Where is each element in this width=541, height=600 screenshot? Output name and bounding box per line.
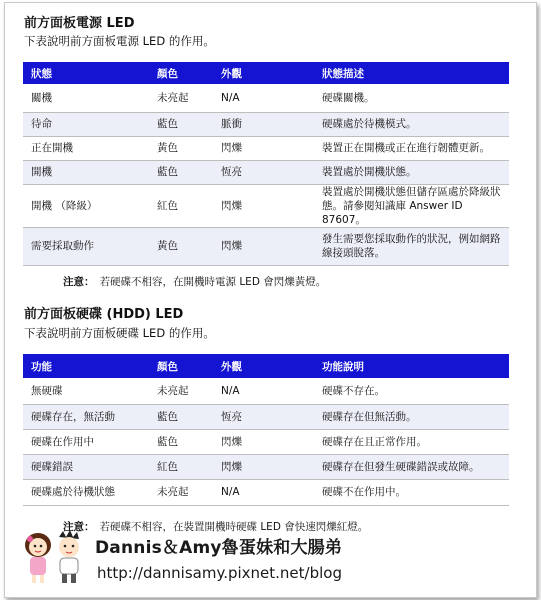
cell-color: 黃色 bbox=[157, 142, 178, 154]
column-header: 功能說明 bbox=[314, 354, 509, 378]
power-led-heading: 前方面板電源 LED bbox=[24, 16, 135, 31]
cell-color: 未亮起 bbox=[157, 486, 189, 498]
cell-look: N/A bbox=[221, 384, 240, 397]
cell-desc: 硬碟存在但無活動。 bbox=[314, 404, 509, 429]
cell-desc: 裝置處於開機狀態但儲存區處於降級狀態。請參閱知識庫 Answer ID 87607。 bbox=[322, 185, 501, 226]
cell-look: N/A bbox=[221, 486, 240, 498]
cell-color: 紅色 bbox=[157, 199, 178, 212]
cell-color: 藍色 bbox=[157, 435, 178, 448]
mascot-illustration bbox=[21, 523, 91, 589]
cell-desc: 裝置正在開機或正在進行韌體更新。 bbox=[322, 142, 490, 154]
table-row bbox=[23, 429, 509, 454]
cell-look: 閃爍 bbox=[221, 142, 242, 154]
table-row bbox=[23, 479, 509, 505]
column-header: 狀態描述 bbox=[314, 62, 509, 84]
cell-state: 硬碟錯誤 bbox=[23, 454, 149, 479]
table-header-row bbox=[23, 354, 509, 378]
cell-color: 藍色 bbox=[149, 160, 213, 184]
cell-look: 恆亮 bbox=[213, 404, 314, 429]
cell-state: 需要採取動作 bbox=[23, 227, 149, 265]
column-header: 功能 bbox=[23, 354, 149, 378]
column-header: 顏色 bbox=[149, 354, 213, 378]
table-header-row bbox=[23, 62, 509, 84]
cell-look: N/A bbox=[221, 91, 240, 104]
cell-state: 待命 bbox=[23, 112, 149, 136]
table-row bbox=[23, 184, 509, 227]
cell-color: 紅色 bbox=[149, 454, 213, 479]
cell-desc: 發生需要您採取動作的狀況，例如網路線接頭脫落。 bbox=[314, 227, 509, 265]
cell-color: 未亮起 bbox=[157, 384, 189, 397]
column-header: 外觀 bbox=[213, 354, 314, 378]
cell-state: 硬碟在作用中 bbox=[31, 435, 94, 448]
cell-desc: 硬碟存在但發生硬碟錯誤或故障。 bbox=[314, 454, 509, 479]
cell-desc: 硬碟處於待機模式。 bbox=[314, 112, 509, 136]
cell-color: 未亮起 bbox=[157, 91, 189, 104]
power-led-table bbox=[23, 62, 509, 266]
hdd-led-heading: 前方面板硬碟 (HDD) LED bbox=[24, 307, 184, 322]
note-label: 注意： bbox=[63, 521, 95, 533]
cell-color: 黃色 bbox=[149, 227, 213, 265]
cell-desc: 硬碟關機。 bbox=[322, 91, 375, 104]
cell-state: 無硬碟 bbox=[31, 384, 63, 397]
column-header: 狀態 bbox=[23, 62, 149, 84]
hdd-led-note bbox=[63, 519, 368, 534]
cell-state: 關機 bbox=[31, 91, 52, 104]
power-led-intro: 下表說明前方面板電源 LED 的作用。 bbox=[24, 34, 215, 48]
table-row bbox=[23, 378, 509, 404]
note-text: 若硬碟不相容，在裝置開機時硬碟 LED 會快速閃爍紅燈。 bbox=[99, 521, 369, 533]
cell-color: 藍色 bbox=[149, 404, 213, 429]
cell-desc: 硬碟不在作用中。 bbox=[322, 486, 406, 498]
table-row bbox=[23, 112, 509, 136]
note-label: 注意： bbox=[63, 276, 95, 288]
hdd-led-intro: 下表說明前方面板硬碟 LED 的作用。 bbox=[24, 326, 215, 340]
cell-desc: 硬碟不存在。 bbox=[322, 384, 385, 397]
cell-look: 閃爍 bbox=[221, 199, 242, 212]
power-led-note bbox=[63, 274, 326, 289]
cell-state: 硬碟存在，無活動 bbox=[23, 404, 149, 429]
table-row bbox=[23, 136, 509, 160]
cell-state: 硬碟處於待機狀態 bbox=[31, 486, 115, 498]
table-row bbox=[23, 404, 509, 429]
document-page bbox=[4, 2, 537, 598]
cell-look: 閃爍 bbox=[213, 454, 314, 479]
cell-state: 正在開機 bbox=[31, 142, 73, 154]
column-header: 外觀 bbox=[213, 62, 314, 84]
cell-desc: 裝置處於開機狀態。 bbox=[314, 160, 509, 184]
cell-state: 開機 bbox=[23, 160, 149, 184]
cell-look: 脈衝 bbox=[213, 112, 314, 136]
watermark-url: http://dannisamy.pixnet.net/blog bbox=[97, 564, 342, 582]
column-header: 顏色 bbox=[149, 62, 213, 84]
cell-look: 閃爍 bbox=[221, 435, 242, 448]
table-row bbox=[23, 84, 509, 112]
table-row bbox=[23, 227, 509, 265]
cell-state: 開機 （降級） bbox=[31, 199, 98, 212]
note-text: 若硬碟不相容，在開機時電源 LED 會閃爍黃燈。 bbox=[99, 276, 327, 288]
cell-look: 閃爍 bbox=[213, 227, 314, 265]
cell-look: 恆亮 bbox=[213, 160, 314, 184]
cell-desc: 硬碟存在且正常作用。 bbox=[322, 435, 427, 448]
cell-color: 藍色 bbox=[149, 112, 213, 136]
table-row bbox=[23, 160, 509, 184]
hdd-led-table bbox=[23, 354, 509, 506]
table-row bbox=[23, 454, 509, 479]
watermark-brand: Dannis＆Amy魯蛋妹和大腸弟 bbox=[95, 538, 343, 558]
